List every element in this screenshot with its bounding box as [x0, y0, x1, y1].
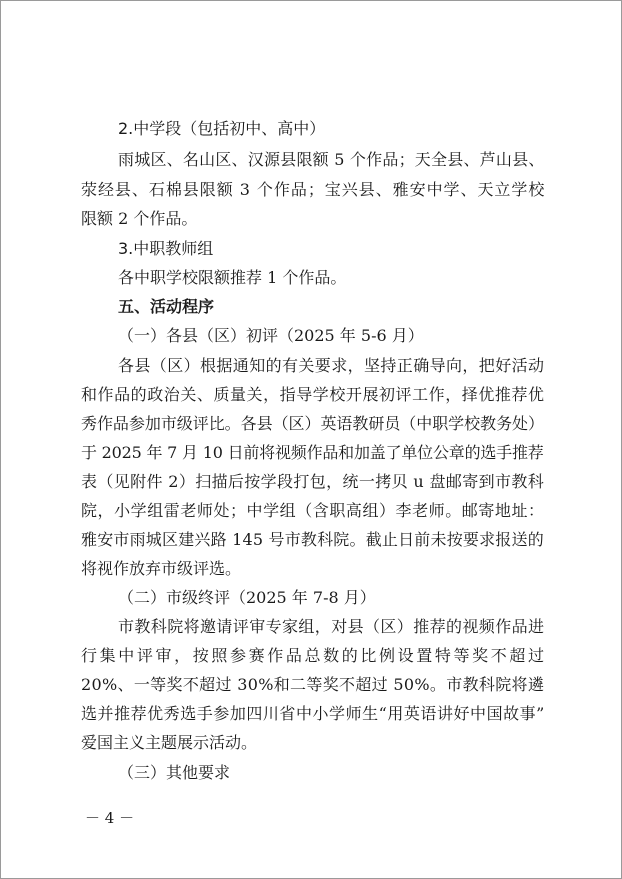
page-number: － 4 －: [85, 809, 135, 827]
sub1-line-3: 秀作品参加市级评比。各县（区）英语教研员（中职学校教务处）: [81, 414, 544, 433]
sec3-body: 各中职学校限额推荐 1 个作品。: [118, 268, 347, 287]
document-content: [1, 1, 621, 878]
sub1-line-4: 于 2025 年 7 月 10 日前将视频作品和加盖了单位公章的选手推荐: [81, 443, 544, 462]
sub1-line-1: 各县（区）根据通知的有关要求，坚持正确导向，把好活动: [118, 356, 545, 375]
sub3-heading: （三）其他要求: [118, 763, 231, 782]
sub2-line-5: 爱国主义主题展示活动。: [81, 733, 258, 752]
sub1-line-6: 院，小学组雷老师处；中学组（含职高组）李老师。邮寄地址：: [81, 501, 545, 520]
sub2-line-3: 20%、一等奖不超过 30%和二等奖不超过 50%。市教科院将遴: [81, 675, 545, 694]
sec2-line-1: 雨城区、名山区、汉源县限额 5 个作品；天全县、芦山县、: [118, 150, 545, 169]
sub1-line-2: 和作品的政治关、质量关，指导学校开展初评工作，择优推荐优: [81, 385, 545, 404]
section5-heading: 五、活动程序: [118, 297, 215, 316]
sub2-line-1: 市教科院将邀请评审专家组，对县（区）推荐的视频作品进: [118, 617, 545, 636]
sub2-line-4: 选并推荐优秀选手参加四川省中小学师生“用英语讲好中国故事”: [81, 704, 545, 723]
sec3-heading: 3.中职教师组: [118, 239, 214, 258]
sub2-line-2: 行集中评审，按照参赛作品总数的比例设置特等奖不超过: [81, 646, 547, 665]
sub1-heading: （一）各县（区）初评（2025 年 5-6 月）: [118, 326, 424, 345]
sub1-line-5: 表（见附件 2）扫描后按学段打包，统一拷贝 u 盘邮寄到市教科: [81, 472, 545, 491]
sub1-line-7: 雅安市雨城区建兴路 145 号市教科院。截止日前未按要求报送的: [81, 530, 544, 549]
sec2-line-2: 荥经县、石棉县限额 3 个作品；宝兴县、雅安中学、天立学校: [81, 180, 546, 199]
sec2-line-3: 限额 2 个作品。: [81, 209, 198, 228]
sec2-heading: 2.中学段（包括初中、高中）: [118, 119, 326, 138]
sub1-line-8: 将视作放弃市级评选。: [81, 559, 242, 578]
sub2-heading: （二）市级终评（2025 年 7-8 月）: [118, 588, 376, 607]
